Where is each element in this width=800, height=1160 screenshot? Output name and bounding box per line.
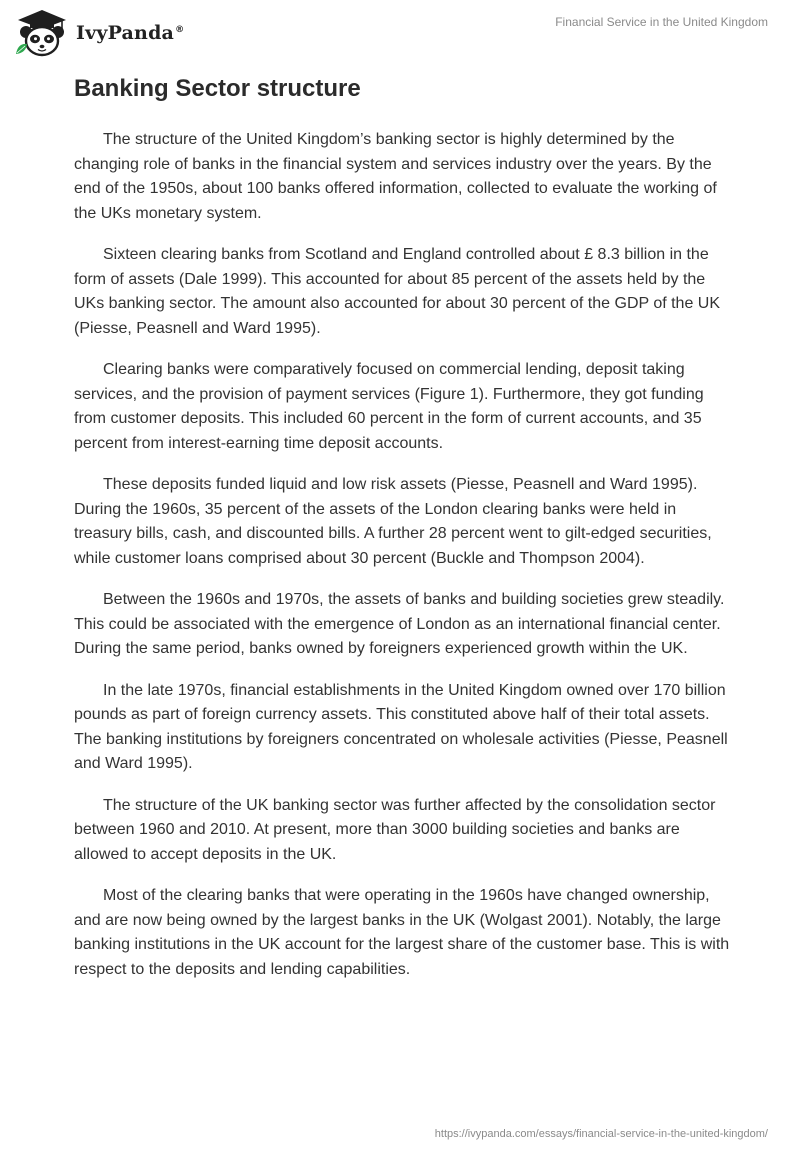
paragraph: These deposits funded liquid and low risk assets (Piesse, Peasnell and Ward 1995). During the 1960s, 35 percent of the assets of the London clearing banks were held in treasury bills, cash, and discounted bills. A further 28 percent went to gilt-edged securities, while customer loans comprised about 30 percent (Buckle and Thompson 2004). (74, 476, 712, 567)
paragraph: Sixteen clearing banks from Scotland and England controlled about £ 8.3 billion in the form of assets (Dale 1999). This accounted for about 85 percent of the assets held by the UKs banking sector. The amount also accounted for about 30 percent of the GDP of the UK (Piesse, Peasnell and Ward 1995). (74, 246, 721, 337)
paragraph: In the late 1970s, financial establishments in the United Kingdom owned over 170 billion pounds as part of foreign currency assets. This constituted above half of their total assets. The banking institutions by foreigners concentrated on wholesale activities (Piesse, Peasnell and Ward 1995). (74, 681, 728, 772)
section-heading: Banking Sector structure (74, 75, 361, 102)
paragraph: The structure of the United Kingdom’s banking sector is highly determined by the changing role of banks in the financial system and services industry over the years. By the end of the 1950s, about 100 banks offered information, collected to evaluate the working of the UKs monetary system. (74, 131, 717, 222)
document-title: Financial Service in the United Kingdom (555, 15, 768, 29)
paragraph: Clearing banks were comparatively focused on commercial lending, deposit taking services, and the provision of payment services (Figure 1). Furthermore, they got funding from customer deposits. This included 60 percent in the form of current accounts, and 35 percent from interest-earning time deposit accounts. (74, 361, 704, 452)
article-body (74, 72, 730, 999)
paragraph: Most of the clearing banks that were operating in the 1960s have changed ownership, and are now being owned by the largest banks in the UK (Wolgast 2001). Notably, the large banking institutions in the UK account for the largest share of the customer base. This is with respect to the deposits and lending capabilities. (74, 887, 730, 978)
registered-mark: ® (175, 24, 185, 35)
paragraph: The structure of the UK banking sector was further affected by the consolidation sector between 1960 and 2010. At present, more than 3000 building societies and banks are allowed to accept deposits in the UK. (74, 796, 716, 863)
source-url[interactable]: https://ivypanda.com/essays/financial-service-in-the-united-kingdom/ (434, 1128, 768, 1140)
brand-name: IvyPanda® (76, 22, 185, 44)
paragraph: Between the 1960s and 1970s, the assets of banks and building societies grew steadily. This could be associated with the emergence of London as an international financial center. During the same period, banks owned by foreigners experienced growth within the UK. (74, 591, 725, 657)
panda-graduate-icon (14, 8, 70, 58)
page-header (0, 0, 800, 70)
ivypanda-logo[interactable] (14, 8, 184, 58)
